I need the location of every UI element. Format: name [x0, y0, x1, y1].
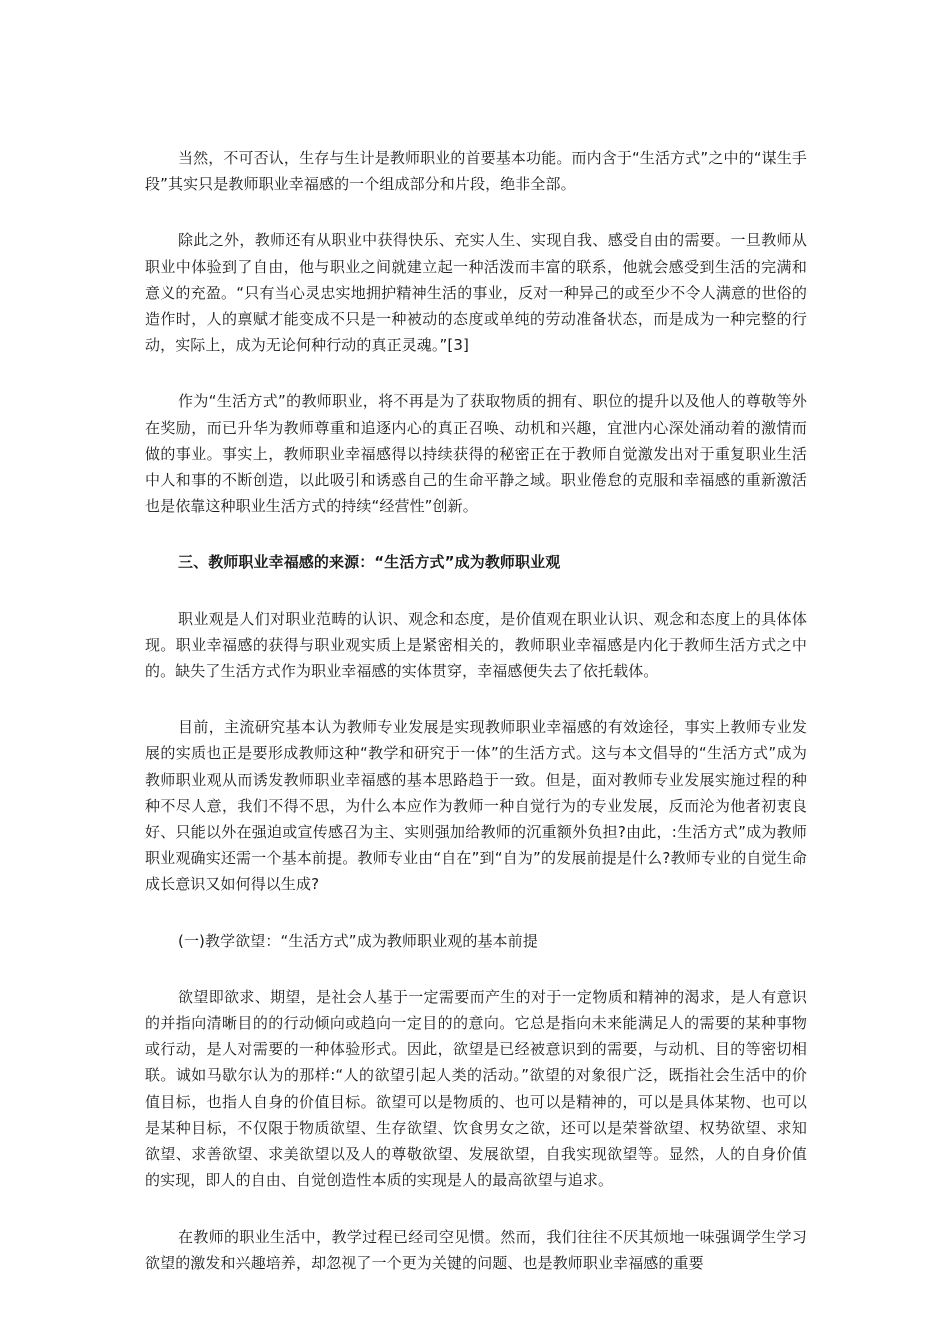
paragraph-professional-development: 目前，主流研究基本认为教师专业发展是实现教师职业幸福感的有效途径，事实上教师专业发展的实质也正是要形成教师这种“教学和研究于一体”的生活方式。这与本文倡导的“生活方式”成为教师职业观从而诱发教师职业幸福感的基本思路趋于一致。但是，面对教师专业发展实施过程的种种不尽人意，我们不得不思，为什么本应作为教师一种自觉行为的专业发展，反而沦为他者初衷良好、只能以外在强迫或宣传感召为主、实则强加给教师的沉重额外负担?由此，:生活方式”成为教师职业观确实还需一个基本前提。教师专业由“自在”到“自为”的发展前提是什么?教师专业的自觉生命成长意识又如何得以生成? — [145, 718, 807, 894]
paragraph-desire: 欲望即欲求、期望，是社会人基于一定需要而产生的对于一定物质和精神的渴求，是人有意识的并指向清晰目的的行动倾向或趋向一定目的的意向。它总是指向未来能满足人的需要的某种事物或行动，是人对需要的一种体验形式。因此，欲望是已经被意识到的需要，与动机、目的等密切相联。诚如马歇尔认为的那样:“人的欲望引起人类的活动。”欲望的对象很广泛，既指社会生活中的价值目标，也指人自身的价值目标。欲望可以是物质的、也可以是精神的，可以是具体某物、也可以是某种目标，不仅限于物质欲望、生存欲望、饮食男女之欲，还可以是荣誉欲望、权势欲望、求知欲望、求善欲望、求美欲望以及人的尊敬欲望、发展欲望，自我实现欲望等。显然，人的自身价值的实现，即人的自由、自觉创造性本质的实现是人的最高欲望与追求。 — [145, 987, 807, 1190]
document-page — [145, 145, 807, 1306]
paragraph-lifestyle-career: 作为“生活方式”的教师职业，将不再是为了获取物质的拥有、职位的提升以及他人的尊敬等外在奖励，而已升华为教师尊重和追逐内心的真正召唤、动机和兴趣，宜泄内心深处涌动着的激情而做的事业。事实上，教师职业幸福感得以持续获得的秘密正在于教师自觉激发出对于重复职业生活中人和事的不断创造，以此吸引和诱惑自己的生命平静之域。职业倦怠的克服和幸福感的重新激活也是依靠这种职业生活方式的持续“经营性”创新。 — [145, 392, 807, 516]
paragraph-livelihood: 当然，不可否认，生存与生计是教师职业的首要基本功能。而内含于“生活方式”之中的“谋生手段”其实只是教师职业幸福感的一个组成部分和片段，绝非全部。 — [145, 149, 807, 194]
subsection-heading-one: (一)教学欲望：“生活方式”成为教师职业观的基本前提 — [178, 931, 538, 950]
paragraph-career-view: 职业观是人们对职业范畴的认识、观念和态度，是价值观在职业认识、观念和态度上的具体体现。职业幸福感的获得与职业观实质上是紧密相关的，教师职业幸福感是内化于教师生活方式之中的。缺失了生活方式作为职业幸福感的实体贯穿，幸福感便失去了依托载体。 — [145, 609, 807, 681]
section-heading-three: 三、教师职业幸福感的来源：“生活方式”成为教师职业观 — [178, 553, 561, 572]
paragraph-teaching-process: 在教师的职业生活中，教学过程已经司空见惯。然而，我们往往不厌其烦地一味强调学生学习欲望的激发和兴趣培养，却忽视了一个更为关键的问题、也是教师职业幸福感的重要 — [145, 1227, 807, 1272]
paragraph-freedom: 除此之外，教师还有从职业中获得快乐、充实人生、实现自我、感受自由的需要。一旦教师从职业中体验到了自由，他与职业之间就建立起一种活泼而丰富的联系，他就会感受到生活的完满和意义的充盈。“只有当心灵忠实地拥护精神生活的事业，反对一种异己的或至少不令人满意的世俗的造作时，人的禀赋才能变成不只是一种被动的态度或单纯的劳动准备状态，而是成为一种完整的行动，实际上，成为无论何种行动的真正灵魂。”[3] — [145, 231, 807, 355]
